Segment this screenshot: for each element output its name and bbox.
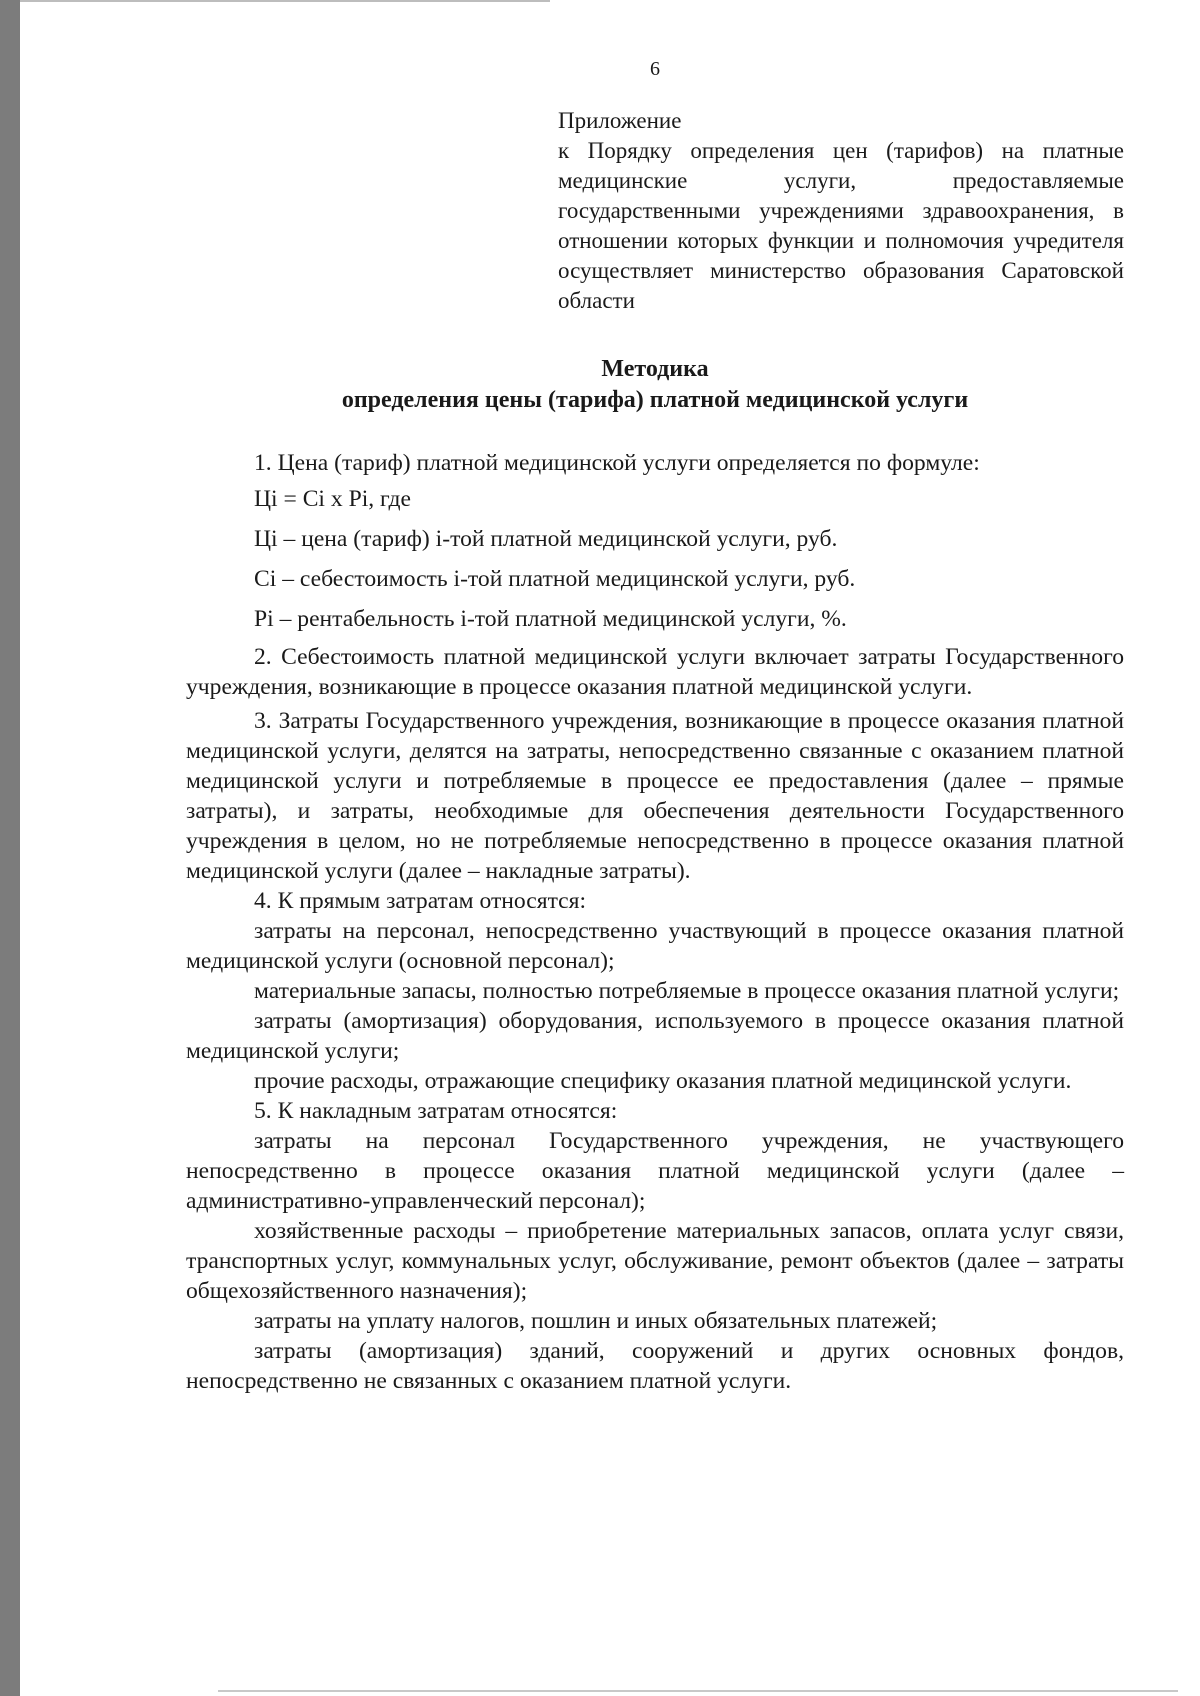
scan-border-left xyxy=(0,0,20,1696)
overhead-item-4: затраты (амортизация) зданий, сооружений и других основных фондов, непосредственно не связанных с оказанием платной услуги. xyxy=(186,1338,1124,1394)
heading-line-1: Методика xyxy=(601,356,709,382)
direct-cost-item-3: затраты (амортизация) оборудования, используемого в процессе оказания платной медицинской услуги; xyxy=(186,1008,1124,1064)
document-body xyxy=(186,448,1124,1396)
formula-def-profitability: Pi – рентабельность i-той платной медицинской услуги, %. xyxy=(254,606,847,632)
document-heading xyxy=(186,354,1124,416)
overhead-item-1: затраты на персонал Государственного учреждения, не участвующего непосредственно в процессе оказания платной медицинской услуги (далее – административно-управленческий персонал); xyxy=(186,1128,1124,1214)
direct-cost-item-1: затраты на персонал, непосредственно участвующий в процессе оказания платной медицинской услуги (основной персонал); xyxy=(186,918,1124,974)
paragraph-1: 1. Цена (тариф) платной медицинской услуги определяется по формуле: xyxy=(254,450,980,476)
formula-def-price: Цi – цена (тариф) i-той платной медицинской услуги, руб. xyxy=(254,526,838,552)
page-number: 6 xyxy=(650,58,660,80)
scan-edge-bottom xyxy=(218,1690,1178,1692)
document-page xyxy=(186,0,1124,1696)
overhead-item-2: хозяйственные расходы – приобретение материальных запасов, оплата услуг связи, транспортных услуг, коммунальных услуг, обслуживание, ремонт объектов (далее – затраты общехозяйственного назначения); xyxy=(186,1218,1124,1304)
appendix-body: к Порядку определения цен (тарифов) на платные медицинские услуги, предоставляемые государственными учреждениями здравоохранения, в отношении которых функции и полномочия учредителя осуществляет министерство образования Саратовской области xyxy=(558,138,1124,313)
heading-line-2: определения цены (тарифа) платной медицинской услуги xyxy=(341,387,969,413)
direct-cost-item-4: прочие расходы, отражающие специфику оказания платной медицинской услуги. xyxy=(254,1068,1072,1094)
overhead-item-3: затраты на уплату налогов, пошлин и иных обязательных платежей; xyxy=(254,1308,938,1334)
direct-cost-item-2: материальные запасы, полностью потребляемые в процессе оказания платной услуги; xyxy=(254,978,1120,1004)
formula-line: Цi = Ci x Pi, где xyxy=(254,486,412,512)
paragraph-2: 2. Себестоимость платной медицинской услуги включает затраты Государственного учреждения, возникающие в процессе оказания платной медицинской услуги. xyxy=(186,644,1124,700)
paragraph-3: 3. Затраты Государственного учреждения, возникающие в процессе оказания платной медицинской услуги, делятся на затраты, непосредственно связанные с оказанием платной медицинской услуги и потребляемые в процессе ее предоставления (далее – прямые затраты), и затраты, необходимые для обеспечения деятельности Государственного учреждения в целом, но не потребляемые непосредственно в процессе оказания платной медицинской услуги (далее – накладные затраты). xyxy=(186,708,1124,884)
paragraph-4: 4. К прямым затратам относятся: xyxy=(254,888,587,914)
formula-def-cost: Ci – себестоимость i-той платной медицинской услуги, руб. xyxy=(254,566,856,592)
appendix-title: Приложение xyxy=(558,108,682,133)
appendix-block xyxy=(558,106,1124,316)
paragraph-5: 5. К накладным затратам относятся: xyxy=(254,1098,618,1124)
